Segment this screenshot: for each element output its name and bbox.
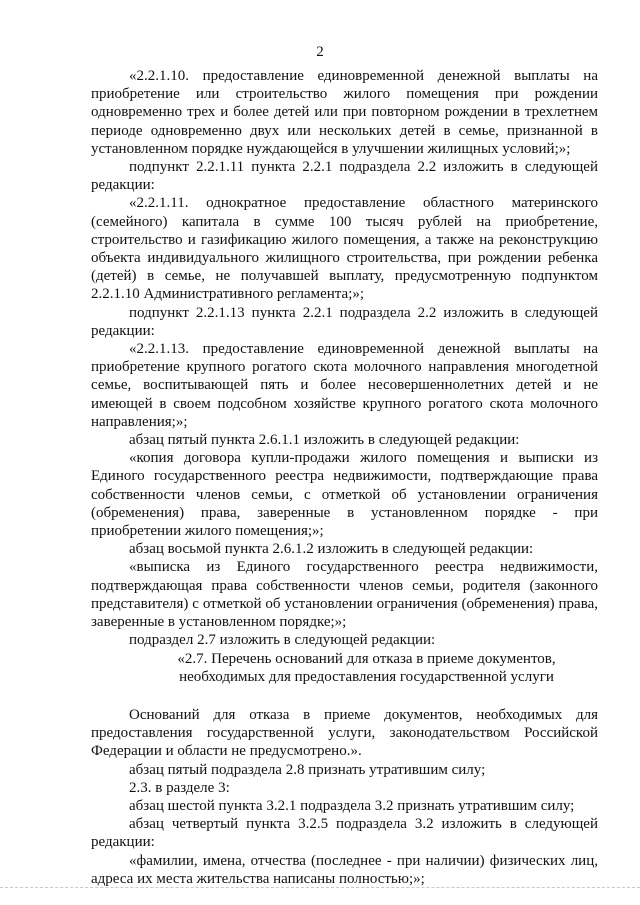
paragraph: «2.2.1.13. предоставление единовременной денежной выплаты на приобретение крупного рогатого скота молочного направления многодетной семье, воспитывающей пять и более несовершеннолетних детей и не имеющей в своем подсобном хозяйстве крупного рогатого скота молочного направления;»; bbox=[91, 341, 598, 430]
paragraph: «фамилии, имена, отчества (последнее - при наличии) физических лиц, адреса их места жительства написаны полностью;»; bbox=[91, 852, 598, 887]
paragraph: «2.2.1.11. однократное предоставление областного материнского (семейного) капитала в сумме 100 тысяч рублей на приобретение, строительство и газификацию жилого помещения, а также на реконструкцию объекта индивидуального жилищного строительства, при рождении ребенка (детей) в семье, не получавшей выплату, предусмотренную подпунктом 2.2.1.10 Административного регламента;»; bbox=[91, 195, 598, 303]
page-number: 2 bbox=[316, 44, 324, 60]
paragraph: абзац четвертый пункта 3.2.5 подраздела 3.2 изложить в следующей редакции: bbox=[91, 816, 598, 851]
paragraph: «копия договора купли-продажи жилого помещения и выписки из Единого государственного реестра недвижимости, подтверждающие права собственности членов семьи, с отметкой об установлении ограничения (обременения) права, заверенные в установленном порядке - при приобретении жилого помещения;»; bbox=[91, 450, 598, 540]
paragraph: 2.3. в разделе 3: bbox=[129, 779, 230, 796]
paragraph: абзац шестой пункта 3.2.1 подраздела 3.2 признать утратившим силу; bbox=[129, 797, 575, 814]
section-heading-line: «2.7. Перечень оснований для отказа в приеме документов, bbox=[177, 650, 556, 667]
scan-edge-line bbox=[0, 887, 640, 890]
paragraph: подпункт 2.2.1.11 пункта 2.2.1 подраздела 2.2 изложить в следующей редакции: bbox=[91, 159, 598, 194]
paragraph: абзац пятый пункта 2.6.1.1 изложить в следующей редакции: bbox=[129, 432, 520, 449]
paragraph: абзац пятый подраздела 2.8 признать утратившим силу; bbox=[129, 761, 486, 778]
spacer bbox=[91, 686, 598, 706]
paragraph: «выписка из Единого государственного реестра недвижимости, подтверждающая права собственности членов семьи, родителя (законного представителя) с отметкой об установлении ограничения (обременения) права, заверенные в установленном порядке;»; bbox=[91, 559, 598, 631]
section-heading-line: необходимых для предоставления государственной услуги bbox=[179, 668, 554, 685]
paragraph: подпункт 2.2.1.13 пункта 2.2.1 подраздела 2.2 изложить в следующей редакции: bbox=[91, 304, 598, 339]
document-body bbox=[91, 67, 598, 888]
paragraph: «2.2.1.10. предоставление единовременной денежной выплаты на приобретение или строительство жилого помещения при рождении одновременно трех и более детей или при повторном рождении в трехлетнем периоде одновременно двух или нескольких детей в семье, признанной в установленном порядке нуждающейся в улучшении жилищных условий;»; bbox=[91, 68, 598, 157]
paragraph: абзац восьмой пункта 2.6.1.2 изложить в следующей редакции: bbox=[129, 541, 534, 558]
paragraph: Оснований для отказа в приеме документов, необходимых для предоставления государственной услуги, законодательством Российской Федерации и области не предусмотрено.». bbox=[91, 706, 598, 760]
paragraph: подраздел 2.7 изложить в следующей редакции: bbox=[129, 632, 436, 649]
